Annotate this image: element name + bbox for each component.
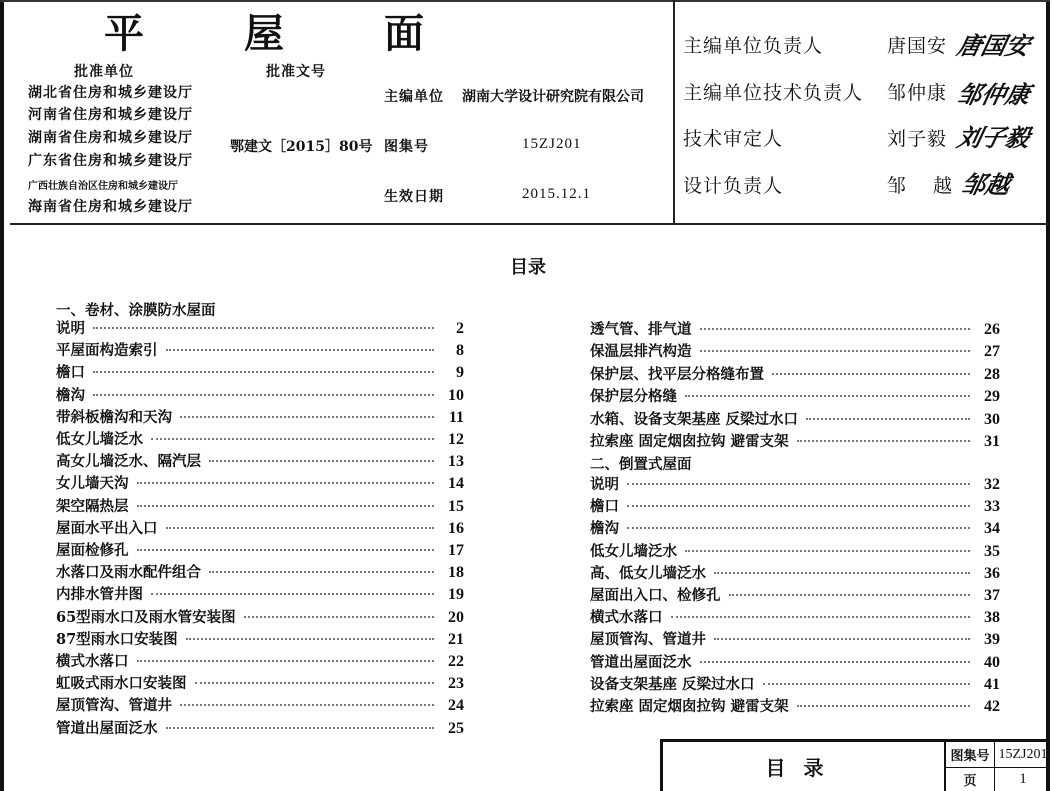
leader-dots <box>209 460 434 462</box>
toc-entry-label: 檐沟 <box>56 386 85 404</box>
toc-entry-label: 檐沟 <box>590 520 619 538</box>
leader-dots <box>685 395 970 397</box>
toc-entry-page: 23 <box>448 675 464 693</box>
leader-dots <box>685 550 970 552</box>
leader-dots <box>137 505 435 507</box>
toc-entry-page: 10 <box>448 386 464 404</box>
leader-dots <box>671 616 971 618</box>
toc-entry-label: 女儿墙天沟 <box>56 475 129 493</box>
toc-entry[interactable] <box>590 408 1000 430</box>
toc-section-heading: 二、倒置式屋面 <box>590 456 692 473</box>
effective-date-value: 2015.12.1 <box>522 186 591 202</box>
header-divider-vertical <box>673 0 675 224</box>
toc-entry-label: 保护层、找平层分格缝布置 <box>590 365 764 383</box>
toc-entry-label: 屋顶管沟、管道井 <box>590 631 706 649</box>
toc-entry[interactable] <box>56 317 464 339</box>
leader-dots <box>627 505 970 507</box>
toc-entry-page: 39 <box>984 631 1000 649</box>
top-border <box>0 0 1050 2</box>
leader-dots <box>714 572 970 574</box>
signature: 唐国安 <box>954 31 1033 60</box>
toc-entry-label: 水落口及雨水配件组合 <box>56 564 201 582</box>
toc-entry-page: 37 <box>984 587 1000 604</box>
toc-entry-label: 保温层排汽构造 <box>590 343 692 361</box>
toc-entry[interactable] <box>590 363 1000 385</box>
leader-dots <box>93 371 434 373</box>
responsible-name: 刘子毅 <box>887 128 948 150</box>
toc-entry-page: 2 <box>456 320 464 337</box>
toc-entry-label: 说明 <box>56 320 85 337</box>
leader-dots <box>772 373 970 375</box>
leader-dots <box>195 682 435 684</box>
leader-dots <box>797 705 970 707</box>
responsible-name: 唐国安 <box>887 35 948 57</box>
approval-unit: 湖南省住房和城乡建设厅 <box>28 130 193 146</box>
toc-entry[interactable] <box>590 562 1000 584</box>
toc-entry[interactable] <box>56 650 464 672</box>
toc-entry[interactable] <box>56 561 464 583</box>
toc-entry-label: 低女儿墙泛水 <box>56 431 143 448</box>
toc-entry[interactable] <box>56 428 464 450</box>
title-char-3: 面 <box>384 11 424 57</box>
atlas-no-value: 15ZJ201 <box>998 746 1048 762</box>
title-char-2: 屋 <box>244 11 284 57</box>
toc-entry-label: 横式水落口 <box>56 653 129 670</box>
leader-dots <box>244 616 434 618</box>
leader-dots <box>209 571 434 573</box>
responsible-name: 邹仲康 <box>887 82 948 104</box>
toc-entry[interactable] <box>590 517 1000 539</box>
approval-unit: 广西壮族自治区住房和城乡建设厅 <box>28 181 178 192</box>
toc-entry[interactable] <box>56 472 464 494</box>
toc-entry-page: 19 <box>448 586 464 604</box>
toc-entry-page: 17 <box>448 542 464 559</box>
right-border <box>1046 0 1050 791</box>
leader-dots <box>151 438 434 440</box>
toc-entry-label: 65型雨水口及雨水管安装图 <box>56 608 236 626</box>
leader-dots <box>166 727 435 729</box>
approval-unit: 广东省住房和城乡建设厅 <box>28 153 193 169</box>
toc-entry[interactable] <box>56 672 464 694</box>
toc-entry-label: 平屋面构造索引 <box>56 342 158 360</box>
leader-dots <box>151 593 434 595</box>
approval-unit-label: 批准单位 <box>74 64 134 80</box>
toc-entry-label: 横式水落口 <box>590 609 663 627</box>
toc-entry-label: 架空隔热层 <box>56 497 129 515</box>
toc-entry[interactable] <box>56 694 464 716</box>
toc-entry-label: 檐口 <box>56 364 85 382</box>
approval-unit: 湖北省住房和城乡建设厅 <box>28 85 193 101</box>
leader-dots <box>714 638 970 640</box>
header-divider-horizontal <box>10 223 1048 225</box>
toc-entry-page: 33 <box>984 498 1000 516</box>
responsible-name: 邹 越 <box>887 175 957 197</box>
toc-entry[interactable] <box>56 450 464 472</box>
toc-entry-page: 30 <box>984 410 1000 428</box>
toc-entry-label: 水箱、设备支架基座 反梁过水口 <box>590 410 799 428</box>
approval-unit: 河南省住房和城乡建设厅 <box>28 107 193 123</box>
toc-entry-page: 16 <box>448 519 464 537</box>
leader-dots <box>627 527 970 529</box>
drawing-name: 目录 <box>765 756 842 780</box>
toc-entry-page: 36 <box>984 564 1000 582</box>
leader-dots <box>137 549 435 551</box>
toc-entry-page: 28 <box>984 365 1000 383</box>
toc-entry-page: 11 <box>448 408 464 426</box>
toc-entry-label: 拉索座 固定烟囱拉钩 避雷支架 <box>590 433 789 450</box>
leader-dots <box>180 704 434 706</box>
approval-doc-label: 批准文号 <box>266 64 326 80</box>
toc-entry-page: 9 <box>456 364 464 382</box>
toc-entry-label: 透气管、排气道 <box>590 321 692 338</box>
toc-entry[interactable] <box>56 517 464 539</box>
toc-entry-page: 32 <box>984 476 1000 493</box>
toc-entry-page: 8 <box>456 342 464 360</box>
left-border <box>0 0 4 791</box>
toc-entry-page: 20 <box>448 608 464 626</box>
signature: 邹越 <box>958 170 1013 199</box>
toc-entry[interactable] <box>56 361 464 383</box>
leader-dots <box>166 349 435 351</box>
toc-entry-page: 13 <box>448 453 464 471</box>
toc-entry-label: 带斜板檐沟和天沟 <box>56 408 172 426</box>
leader-dots <box>797 440 970 442</box>
leader-dots <box>763 683 970 685</box>
toc-entry[interactable] <box>590 673 1000 695</box>
toc-entry[interactable] <box>56 717 464 739</box>
toc-entry-page: 15 <box>448 497 464 515</box>
toc-entry[interactable] <box>56 628 464 650</box>
toc-entry-label: 拉索座 固定烟囱拉钩 避雷支架 <box>590 698 789 715</box>
leader-dots <box>729 594 971 596</box>
toc-entry-label: 设备支架基座 反梁过水口 <box>590 675 755 693</box>
signature: 邹仲康 <box>954 80 1033 109</box>
toc-entry-page: 41 <box>984 675 1000 693</box>
atlas-no-label: 图集号 <box>950 749 990 764</box>
toc-entry-label: 87型雨水口安装图 <box>56 630 178 648</box>
toc-entry-label: 屋面出入口、检修孔 <box>590 587 721 604</box>
leader-dots <box>166 527 435 529</box>
toc-entry[interactable] <box>56 539 464 561</box>
toc-entry-page: 38 <box>984 609 1000 627</box>
toc-entry[interactable] <box>56 384 464 406</box>
toc-section-heading: 一、卷材、涂膜防水屋面 <box>56 302 216 319</box>
effective-date-label: 生效日期 <box>384 189 444 205</box>
toc-entry-page: 35 <box>984 542 1000 560</box>
title-char-1: 平 <box>104 11 144 57</box>
toc-entry[interactable] <box>590 606 1000 628</box>
approval-doc-number: 鄂建文［2015］80号 <box>230 139 373 155</box>
toc-entry-page: 40 <box>984 653 1000 671</box>
page-value: 1 <box>1019 771 1027 787</box>
toc-entry-page: 29 <box>984 388 1000 406</box>
toc-entry-label: 高、低女儿墙泛水 <box>590 564 706 582</box>
toc-entry-page: 42 <box>984 698 1000 715</box>
toc-entry[interactable] <box>590 695 1000 717</box>
toc-entry-page: 14 <box>448 475 464 493</box>
leader-dots <box>700 661 971 663</box>
leader-dots <box>137 660 435 662</box>
toc-entry-page: 26 <box>984 321 1000 338</box>
responsible-role: 主编单位负责人 <box>683 35 824 57</box>
chief-unit-label: 主编单位 <box>384 89 444 105</box>
signature: 刘子毅 <box>954 123 1033 152</box>
toc-entry-label: 管道出屋面泛水 <box>590 653 692 671</box>
leader-dots <box>93 327 434 329</box>
toc-entry[interactable] <box>56 583 464 605</box>
toc-entry-label: 低女儿墙泛水 <box>590 542 677 560</box>
toc-entry[interactable] <box>590 385 1000 407</box>
toc-entry-page: 12 <box>448 431 464 448</box>
toc-entry-label: 说明 <box>590 476 619 493</box>
chief-unit-value: 湖南大学设计研究院有限公司 <box>462 89 644 105</box>
toc-entry[interactable] <box>590 318 1000 340</box>
leader-dots <box>137 482 435 484</box>
toc-entry[interactable] <box>590 651 1000 673</box>
toc-entry-page: 34 <box>984 520 1000 538</box>
toc-entry[interactable] <box>56 495 464 517</box>
toc-entry[interactable] <box>590 430 1000 452</box>
atlas-no-label: 图集号 <box>384 139 429 155</box>
toc-entry[interactable] <box>56 406 464 428</box>
toc-entry-page: 24 <box>448 697 464 715</box>
toc-entry-page: 22 <box>448 653 464 670</box>
toc-entry-label: 保护层分格缝 <box>590 388 677 406</box>
page-label: 页 <box>963 774 977 789</box>
toc-entry-page: 27 <box>984 343 1000 361</box>
leader-dots <box>93 394 434 396</box>
title-block <box>660 739 1050 791</box>
toc-entry[interactable] <box>56 606 464 628</box>
toc-entry-label: 檐口 <box>590 498 619 516</box>
toc-entry-label: 屋面水平出入口 <box>56 519 158 537</box>
leader-dots <box>700 350 971 352</box>
toc-entry-page: 31 <box>984 433 1000 450</box>
responsible-role: 主编单位技术负责人 <box>683 82 864 104</box>
responsible-role: 设计负责人 <box>683 175 784 197</box>
toc-entry[interactable] <box>590 584 1000 606</box>
leader-dots <box>186 638 434 640</box>
toc-entry-label: 高女儿墙泛水、隔汽层 <box>56 453 201 471</box>
toc-entry[interactable] <box>590 540 1000 562</box>
toc-entry[interactable] <box>590 628 1000 650</box>
toc-entry-label: 内排水管井图 <box>56 586 143 604</box>
toc-title: 目录 <box>510 257 546 278</box>
toc-entry-page: 18 <box>448 564 464 582</box>
atlas-no-value: 15ZJ201 <box>522 136 582 152</box>
leader-dots <box>180 416 434 418</box>
toc-entry-label: 屋顶管沟、管道井 <box>56 697 172 715</box>
toc-entry-page: 21 <box>448 630 464 648</box>
leader-dots <box>627 483 970 485</box>
toc-entry[interactable] <box>590 495 1000 517</box>
toc-entry-label: 虹吸式雨水口安装图 <box>56 675 187 693</box>
leader-dots <box>806 418 970 420</box>
approval-unit: 海南省住房和城乡建设厅 <box>28 199 193 215</box>
leader-dots <box>700 328 971 330</box>
toc-entry[interactable] <box>56 339 464 361</box>
toc-entry[interactable] <box>590 473 1000 495</box>
toc-entry-label: 管道出屋面泛水 <box>56 719 158 737</box>
toc-entry[interactable] <box>590 340 1000 362</box>
toc-entry-label: 屋面检修孔 <box>56 542 129 559</box>
toc-entry-page: 25 <box>448 719 464 737</box>
responsible-role: 技术审定人 <box>683 128 784 150</box>
